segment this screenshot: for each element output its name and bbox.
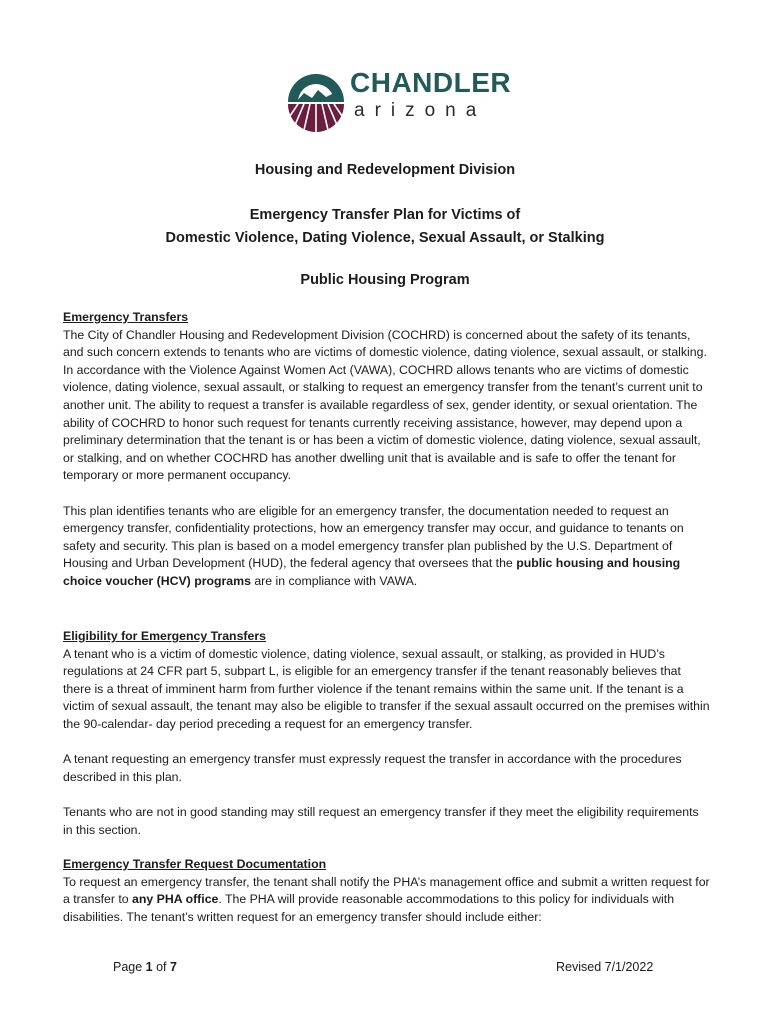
logo-subtitle: arizona [354, 100, 487, 121]
city-logo [282, 62, 512, 134]
eligibility-section [63, 628, 711, 839]
document-body [63, 309, 711, 591]
plan-title-line2: Domestic Violence, Dating Violence, Sexual Assault, or Stalking [165, 230, 605, 246]
paragraph-emergency-transfers: The City of Chandler Housing and Redevelopment Division (COCHRD) is concerned about the safety of its tenants, and such concern extends to tenants who are victims of domestic violence, dating violence, sexual assault, or stalking. In accordance with the Violence Against Women Act (VAWA), COCHRD allows tenants who are victims of domestic violence, dating violence, sexual assault, or stalking to request an emergency transfer from the tenant’s current unit to another unit. The ability to request a transfer is available regardless of sex, gender identity, or sexual orientation. The ability of COCHRD to honor such request for tenants currently receiving assistance, however, may depend upon a preliminary determination that the tenant is or has been a victim of domestic violence, dating violence, sexual assault, or stalking, and on whether COCHRD has another dwelling unit that is available and is safe to offer the tenant for temporary or more permanent occupancy. [63, 327, 707, 483]
section-heading-documentation: Emergency Transfer Request Documentation [63, 857, 327, 871]
paragraph-good-standing: Tenants who are not in good standing may still request an emergency transfer if they meet the eligibility requirements in this section. [63, 804, 699, 837]
section-heading-eligibility: Eligibility for Emergency Transfers [63, 629, 266, 643]
plan-title-line1: Emergency Transfer Plan for Victims of [249, 207, 521, 223]
paragraph-documentation [63, 874, 711, 927]
paragraph-eligibility: A tenant who is a victim of domestic violence, dating violence, sexual assault, or stalking, as provided in HUD’s regulations at 24 CFR part 5, subpart L, is eligible for an emergency transfer if the tenant reasonably believes that there is a threat of imminent harm from further violence if the tenant remains within the same unit. If the tenant is a victim of sexual assault, the tenant may also be eligible to transfer if the sexual assault occurred on the premises within the 90-calendar- day period preceding a request for an emergency transfer. [63, 646, 710, 731]
page-prefix: Page [113, 960, 146, 974]
documentation-end: . The PHA will provide reasonable accommodations to this policy for individuals with disabilities. The tenant’s written request for an emergency transfer should include either: [63, 892, 675, 924]
page-number [113, 960, 177, 974]
page-of: of [152, 960, 170, 974]
section-heading-emergency-transfers: Emergency Transfers [63, 310, 189, 324]
page-total: 7 [170, 960, 177, 974]
plan-overview-text: This plan identifies tenants who are eligible for an emergency transfer, the documentation needed to request an emergency transfer, confidentiality protections, how an emergency transfer may occur, and guidance to tenants on safety and security. This plan is based on a model emergency transfer plan published by the U.S. Department of Housing and Urban Development (HUD), the federal agency that oversees that the [63, 503, 684, 571]
chandler-logo-icon [282, 62, 350, 134]
documentation-text: To request an emergency transfer, the tenant shall notify the PHA’s management office and submit a written request for a transfer to [63, 874, 710, 907]
division-title: Housing and Redevelopment Division [254, 162, 516, 178]
logo-wordmark: CHANDLER [350, 67, 512, 98]
documentation-bold: any PHA office [132, 892, 219, 907]
documentation-section [63, 856, 711, 926]
revised-date: Revised 7/1/2022 [556, 960, 654, 974]
page-current: 1 [145, 960, 153, 974]
program-title: Public Housing Program [300, 272, 470, 288]
plan-overview-end: are in compliance with VAWA. [250, 573, 418, 588]
paragraph-request-procedure: A tenant requesting an emergency transfer must expressly request the transfer in accordance with the procedures described in this plan. [63, 752, 682, 784]
plan-overview-bold: public housing and housing choice voucher (HCV) programs [63, 556, 681, 588]
paragraph-plan-overview [63, 503, 711, 591]
